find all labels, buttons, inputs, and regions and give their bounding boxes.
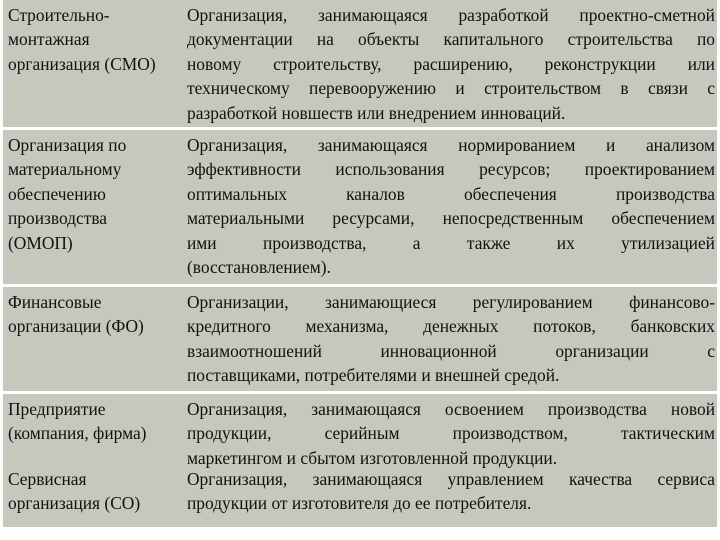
description-line: новому строительству, расширению, реконструкции или <box>187 53 715 74</box>
term-line: монтажная <box>8 29 90 50</box>
description-line: Организация, занимающаяся управлением качества сервиса <box>187 469 715 489</box>
term-line: обеспечению <box>8 183 106 204</box>
description-line: маркетингом и сбытом изготовленной продукции. <box>187 447 558 468</box>
term-line: Строительно- <box>8 5 110 25</box>
table-row <box>3 127 717 284</box>
term-cell <box>3 0 184 127</box>
description-line: ими производства, а также их утилизацией <box>187 232 715 253</box>
description-cell <box>184 464 717 527</box>
description-line: разработкой новшеств или внедрением инноваций. <box>187 102 566 123</box>
description-line: техническому перевооружению и строительством в связи с <box>187 78 715 99</box>
description-line: взаимоотношений инновационной организации с <box>187 340 715 361</box>
description-line: Организации, занимающиеся регулированием финансово- <box>187 292 715 312</box>
table-row <box>3 464 717 527</box>
description-cell <box>184 0 717 127</box>
description-line: Организация, занимающаяся освоением производства новой <box>187 399 715 419</box>
description-line: продукции от изготовителя до ее потребителя. <box>187 493 532 514</box>
term-line: организация (СО) <box>8 493 141 514</box>
term-line: материальному <box>8 159 122 180</box>
organizations-table <box>3 0 717 527</box>
table-row <box>3 0 717 127</box>
term-cell <box>3 394 184 464</box>
term-cell <box>3 130 184 284</box>
table-row <box>3 391 717 468</box>
description-line: Организация, занимающаяся нормированием и анализом <box>187 135 715 155</box>
term-line: (компания, фирма) <box>8 423 147 444</box>
description-cell <box>184 394 717 468</box>
term-line: Организация по <box>8 135 127 155</box>
description-cell <box>184 130 717 284</box>
term-line: Предприятие <box>8 399 106 419</box>
description-line: продукции, серийным производством, тактическим <box>187 423 715 444</box>
description-line: Организация, занимающаяся разработкой проектно-сметной <box>187 5 715 25</box>
description-line: оптимальных каналов обеспечения производства <box>187 183 715 204</box>
term-cell <box>3 464 184 527</box>
description-line: поставщиками, потребителями и внешней средой. <box>187 365 560 386</box>
term-cell <box>3 287 184 391</box>
description-line: кредитного механизма, денежных потоков, банковских <box>187 316 715 337</box>
table-row <box>3 284 717 391</box>
description-line: (восстановлением). <box>187 257 331 278</box>
term-line: (ОМОП) <box>8 232 73 253</box>
term-line: производства <box>8 208 108 229</box>
term-line: Сервисная <box>8 469 87 489</box>
description-line: материальными ресурсами, непосредственным обеспечением <box>187 208 715 229</box>
term-line: организации (ФО) <box>8 316 144 337</box>
term-line: организация (СМО) <box>8 53 156 74</box>
description-line: документации на объекты капитального строительства по <box>187 29 715 50</box>
description-cell <box>184 287 717 391</box>
term-line: Финансовые <box>8 292 102 312</box>
description-line: эффективности использования ресурсов; проектированием <box>187 159 715 180</box>
